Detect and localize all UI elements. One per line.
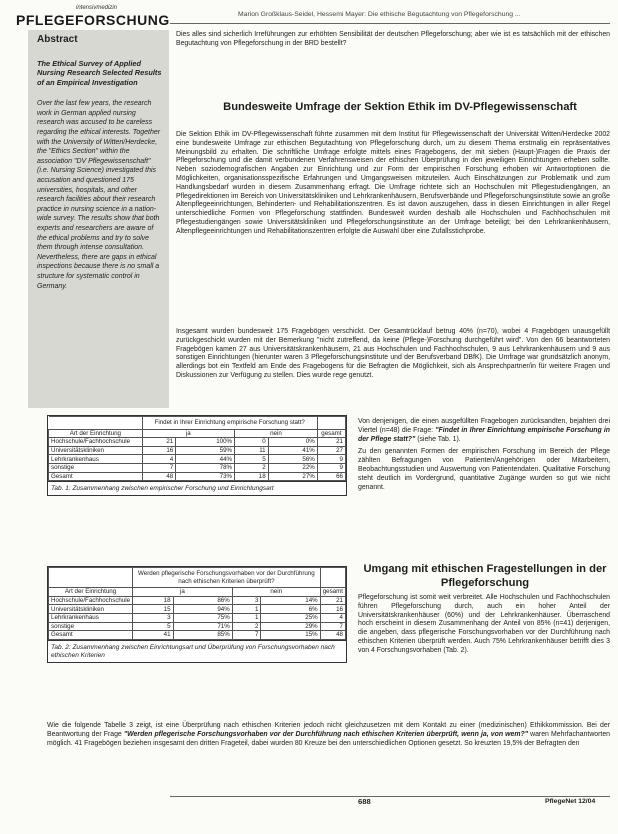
table-1-caption: Tab. 1: Zusammenhang zwischen empirischer Forschung und Einrichtungsart xyxy=(48,481,346,495)
table-1-col-no: nein xyxy=(235,429,318,438)
para2-question: "Werden pflegerische Forschungsvorhaben vor der Durchführung nach ethischen Kriterien überprüft, wenn ja, von wem?" xyxy=(123,730,528,738)
table-total-row: Gesamt 48 73% 18 27% 66 xyxy=(49,472,346,481)
table-row: sonstige 7 78% 2 22% 9 xyxy=(49,463,346,472)
table-2-col-type: Art der Einrichtung xyxy=(49,588,133,597)
table-total-row: Gesamt 41 85% 7 15% 48 xyxy=(49,631,346,640)
logo-text: PFLEGEFORSCHUNG xyxy=(16,12,170,28)
table-2-col-no: nein xyxy=(232,588,320,597)
intro-text: Dies alles sind sicherlich Irreführungen zur erhöhten Sensibilität der deutschen Pflegeforschung; aber wie ist es tatsächlich mit der ethischen Begutachtung von Pflegeforschung in der BRD bestellt? xyxy=(176,31,610,47)
para3-ref: (siehe Tab. 1). xyxy=(417,435,461,443)
table-1-col-total: gesamt xyxy=(317,429,345,438)
table-row: Hochschule/Fachhochschule 18 86% 3 14% 21 xyxy=(49,596,346,605)
section2-heading: Umgang mit ethischen Fragestellungen in der Pflegeforschung xyxy=(363,563,607,589)
para3-question: "Findet in Ihrer Einrichtung empirische Forschung in der Pflege statt?" xyxy=(358,426,610,443)
section2-paragraph-1: Pflegeforschung ist somit weit verbreitet. Alle Hochschulen und Fachhochschulen führen Pflegeforschung durch, auch ein hoher Anteil der Universitätskrankenhäuser (60%) und der Lehrkrankenhäuser. Überraschend hoch erscheint in diesem Zusammenhang der Anteil von 85% (n=41) derjenigen, die angeben, dass pflegerische Forschungsvorhaben vor der Durchführung nach ethischen Kriterien überprüft werden. Auch 75% Lehrkrankenhäuser betrifft dies 3 von 4 Forschungsvorhaben (Tab. 2). xyxy=(358,594,610,654)
table-2-grid xyxy=(48,567,346,640)
para3-lead: Von denjenigen, die einen ausgefüllten Fragebogen zurücksandten, bejahten drei Viertel (n=48) die Frage: xyxy=(358,418,610,434)
table-1-question: Findet in Ihrer Einrichtung empirische Forschung statt? xyxy=(142,417,317,430)
table-row: Universitätskliniken 16 59% 11 41% 27 xyxy=(49,446,346,455)
table-row: Lehrkrankenhaus 4 44% 5 56% 9 xyxy=(49,455,346,464)
section2-body xyxy=(358,594,610,658)
header-rule xyxy=(170,23,610,24)
para2-lead: Wie die folgende Tabelle 3 zeigt, ist eine Überprüfung nach ethischen Kriterien jedoch nicht gleichzusetzen mit dem Kontakt zu einer (medizinischen) Ethikkommission. Bei der Beantwortung der Frage xyxy=(47,722,610,738)
table-2-caption: Tab. 2: Zusammenhang zwischen Einrichtungsart und Überprüfung von Forschungsvorhaben nach ethischen Kriterien xyxy=(48,640,346,662)
section1-paragraph-2: Insgesamt wurden bundesweit 175 Fragebögen verschickt. Der Gesamtrücklauf betrug 40% (n=70), wobei 4 Fragebögen unausgefüllt zurückgeschickt wurden mit der Bemerkung "nicht zutreffend, da keine (Pflege-)Forschung durchgeführt wird". Von den 66 beantworteten Fragebögen kamen 27 aus Universitätskrankenhäusern, 21 aus Hochschulen und Fachhochschulen, 9 aus Lehrkrankenhäusern und 9 aus sonstigen Einrichtungen (hierunter waren 3 Pflegeforschungsinstitute und der Berufsverband DBfK). Die Umfrage war grundsätzlich anonym, allerdings bot ein Textfeld am Ende des Fragebogens für die Befragten die Möglichkeit, sich als Ansprechpartner/in für weitere Fragen und Diskussionen zur Verfügung zu stellen. Dies wurde rege genutzt. xyxy=(176,328,610,379)
table-1-col-yes: ja xyxy=(142,429,234,438)
table-row: Hochschule/Fachhochschule 21 100% 0 0% 21 xyxy=(49,438,346,447)
abstract-title: The Ethical Survey of Applied Nursing Research Selected Results of an Empirical Investigation xyxy=(37,59,162,87)
section1-paragraph-1: Die Sektion Ethik im DV-Pflegewissenschaft führte zusammen mit dem Institut für Pflegewissenschaft der Universität Witten/Herdecke 2002 eine bundesweite Umfrage zur ethischen Begutachtung von Pflegeforschung durch, um zu diesem Thema erstmalig ein repräsentatives Meinungsbild zu erhalten. Die schriftliche Umfrage erfolgte mittels eines Fragebogens, der mit sieben (Haupt-)Fragen die Praxis der Pflegeforschung und die damit verbundenen Verfahrensweisen der ethischen Überprüfung in den jeweiligen Einrichtungen erheben sollte. Neben soziodemografischen Angaben zur Einrichtung und zur Form der empirischen Forschung erhoben wir Antwortoptionen die Möglichkeiten, organisationsspezifische Erfahrungen und Umgangsweisen mitzuteilen. Auch Einschätzungen zur Problematik und zum Handlungsbedarf wurden in diesem Zusammenhang erfragt. Die Umfrage richtete sich an Hochschulen mit Pflegestudiengängen, an Pflegedirektionen im Bereich von Universitätskliniken und Lehrkrankenhäusern, Berufsverbände und Pflegeforschungsinstitute sowie an große Altenpflegeeinrichtungen, Behinderten- und Rehabilitationszentren. Es ist davon auszugehen, dass in diesen Einrichtungen in aller Regel unterschiedliche Formen von Pflegeforschung stattfinden. Bundesweit wurden deshalb alle Hochschulen und Fachhochschulen mit Pflegestudiengängen sowie Universitätskliniken und Pflegeforschungsinstitute an der Umfrage beteiligt; bei den Lehrkrankenhäusern, Altenpflegeeinrichtungen und Rehabilitationszentren erfolgte die Auswahl über eine Zufallsstichprobe. xyxy=(176,131,610,235)
page-number: 688 xyxy=(358,797,371,806)
table-1-col-type: Art der Einrichtung xyxy=(49,429,143,438)
abstract-label: Abstract xyxy=(37,34,78,45)
table-1 xyxy=(47,415,347,496)
abstract-box xyxy=(28,30,169,408)
journal-logo xyxy=(13,2,170,32)
section2-body-2 xyxy=(47,722,610,750)
table-2-question: Werden pflegerische Forschungsvorhaben vor der Durchführung nach ethischen Kriterien überprüft? xyxy=(133,568,321,588)
table-2-header-row xyxy=(49,588,346,597)
table-row: Universitätskliniken 15 94% 1 6% 16 xyxy=(49,605,346,614)
table-row: sonstige 5 71% 2 29% 7 xyxy=(49,622,346,631)
issue-label: PflegeNet 12/04 xyxy=(545,798,596,805)
section1-body-3 xyxy=(358,418,610,494)
table-1-grid xyxy=(48,416,346,481)
intro-paragraph xyxy=(176,31,610,51)
section1-heading: Bundesweite Umfrage der Sektion Ethik im DV-Pflegewissenschaft xyxy=(223,101,577,113)
table-1-header-row xyxy=(49,429,346,438)
logo-kicker: intensivmedizin xyxy=(76,5,118,11)
para2-tail: waren Mehrfachantworten möglich. 41 Fragebögen beziehen insgesamt den dritten Frageteil, dabei wurden 80 Kreuze bei den unterschiedlichen Optionen gesetzt. So kreuzten 19,5% der Befragten den xyxy=(47,730,610,747)
abstract-text: Over the last few years, the research work in German applied nursing research was accused to be careless regarding the ethical interests. Together with the University of Witten/Herdecke, the "Ethics Section" within the association "DV Pflegewissenschaft" (i.e. Nursing Science) investigated this accusation and questioned 175 universities, hospitals, and other research facilities about their research practice in nursing science in a nation-wide survey. The results show that both experts and researchers are aware of the ethical problems and try to solve them through intense consultation. Nevertheless, there are gaps in ethical inspections because there is no small a structure for systematic control in Germany. xyxy=(37,100,161,290)
running-head: Marion Großklaus-Seidel, Hessemi Mayer: Die ethische Begutachtung von Pflegeforschung ... xyxy=(238,11,521,18)
table-row: Lehrkrankenhaus 3 75% 1 25% 4 xyxy=(49,613,346,622)
table-2-col-yes: ja xyxy=(133,588,233,597)
table-2-col-total: gesamt xyxy=(320,588,345,597)
section1-paragraph-4: Zu den genannten Formen der empirischen Forschung im Bereich der Pflege zählten Befragungen von Patienten/Angehörigen oder Mitarbeitern, Beobachtungsstudien und Auswertung von Patientendaten. Qualitative Forschung steht deutlich im Vordergrund, quantitative Zugänge wurden so gut wie nicht genannt. xyxy=(358,448,610,491)
section1-body-2 xyxy=(176,328,610,383)
section2-paragraph-2 xyxy=(47,722,610,748)
table-2 xyxy=(47,566,347,663)
section1-body xyxy=(176,131,610,239)
footer-rule xyxy=(170,796,610,797)
section1-paragraph-3 xyxy=(358,418,610,444)
